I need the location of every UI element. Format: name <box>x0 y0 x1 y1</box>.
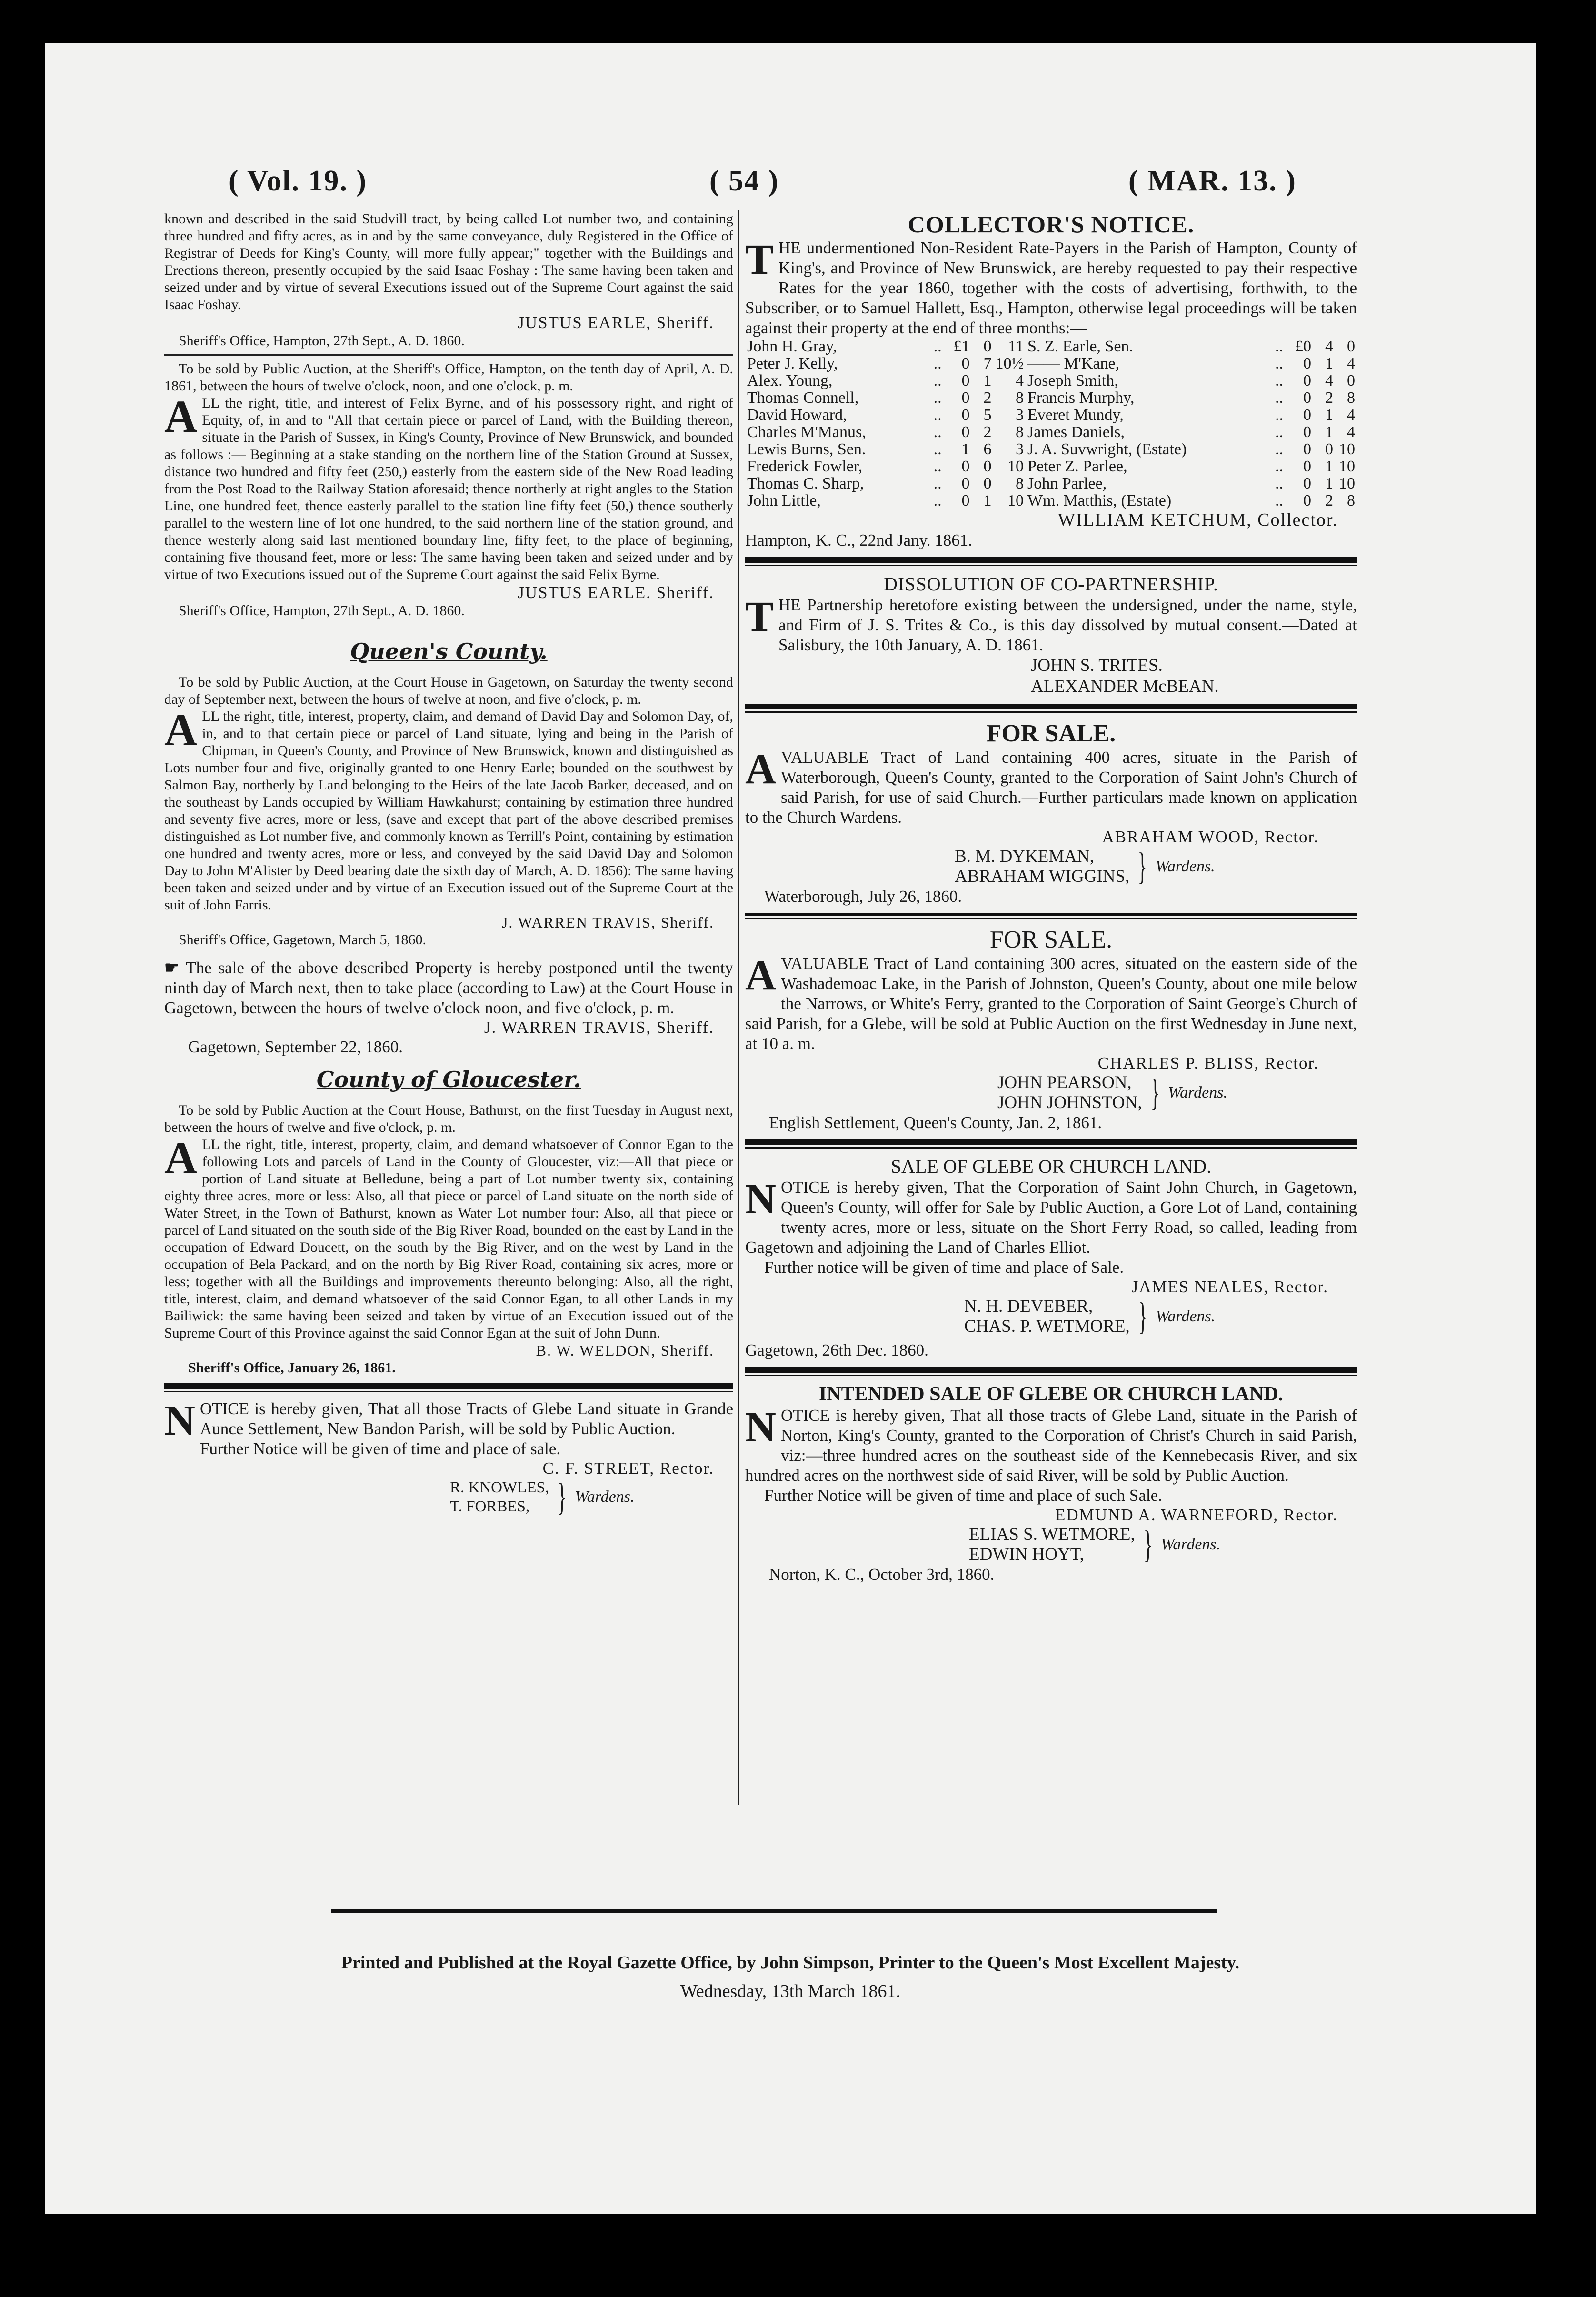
leader-dots: .. <box>933 475 942 492</box>
dateline: Waterborough, July 26, 1860. <box>764 887 962 906</box>
studvill-notice <box>164 210 733 350</box>
pence: 8 <box>1016 475 1024 492</box>
payer-name: —— M'Kane, <box>1027 355 1120 372</box>
pounds: 0 <box>961 458 970 475</box>
brace-icon: } <box>1150 1072 1160 1114</box>
rector-signature: C. F. STREET, Rector. <box>542 1459 714 1478</box>
leader-dots: .. <box>1275 440 1283 458</box>
notice-text: HE Partnership heretofore existing between the undersigned, under the name, style, and Firm of J. S. Trites & Co., is this day dissolved by mutual consent.—Dated at Salisbury, the 10th January, A. D. 1861. <box>778 596 1357 654</box>
dateline: Sheriff's Office, Gagetown, March 5, 1860. <box>179 932 427 948</box>
pounds: 0 <box>961 475 970 492</box>
pence: 10 <box>1007 458 1024 475</box>
pounds: 0 <box>1303 475 1311 492</box>
payer-name: Thomas C. Sharp, <box>747 475 864 492</box>
notice-text: OTICE is hereby given, That the Corporation of Saint John Church, in Gagetown, Queen's County, will offer for Sale by Public Auction, a Gore Lot of Land, containing twenty acres, more or less, situate on the Short Ferry Road, so called, leading from Gagetown and adjoining the Land of Charles Elliot. <box>745 1178 1357 1257</box>
notice-text: VALUABLE Tract of Land containing 300 acres, situated on the eastern side of the Washademoac Lake, in the Parish of Johnston, Queen's County, about one mile below the Narrows, or White's Ferry, granted to the Corporation of Saint George's Church of said Parish, for a Glebe, will be sold at Public Auction on the first Wednesday in June next, at 10 a. m. <box>745 954 1357 1053</box>
divider <box>164 354 733 356</box>
shillings: 0 <box>983 475 992 492</box>
right-column <box>745 210 1357 1585</box>
sheriff-signature: J. WARREN TRAVIS, Sheriff. <box>501 914 714 931</box>
pointing-hand-icon: ☛ <box>164 959 186 977</box>
warden-name: JOHN JOHNSTON, <box>998 1093 1142 1112</box>
warden-name: CHAS. P. WETMORE, <box>964 1317 1130 1336</box>
warden-name: ABRAHAM WIGGINS, <box>955 867 1130 886</box>
payer-name: Thomas Connell, <box>747 389 859 407</box>
payer-name: Francis Murphy, <box>1027 389 1135 407</box>
collectors-notice: COLLECTOR'S NOTICE. THE undermentioned Non-Resident Rate-Payers in the Parish of Hampton, County of King's, and Province of New Brunswick, are hereby requested to pay their respective Rates for the year 1860, together with the costs of advertising, forthwith, to the Subscriber, or to Samuel Hallett, Esq., Hampton, otherwise legal proceedings will be taken against their property at the end of three months:— John H. Gray, .. £1 0 11 S. Z. Earle, Sen. .. £0 4 0 Peter J. Kelly, .. 0 7 10½ —— M'Kane, .. 0 1 4 Alex. Young, .. 0 1 4 Joseph Smith, .. 0 4 0 Thomas Connell, .. 0 2 8 Francis Murphy, .. 0 2 8 David Howard, .. 0 5 3 Everet Mundy, .. 0 1 4 Charles M'Manus, .. 0 2 8 James Daniels, .. 0 1 4 Lewis Burns, Sen. .. 1 6 3 J. A. Suvwright, (Estate) .. 0 0 10 Frederick Fowler, .. 0 0 10 Peter Z. Parlee, .. 0 1 10 Thomas C. Sharp, .. 0 0 8 John Parlee, .. 0 1 10 John Little, .. 0 1 10 Wm. Matthis, (Estate) .. 0 2 8 WILLIAM KETCHUM, Collector. Hampton, K. C., 22nd Jany. 1861. <box>745 211 1357 549</box>
warden-name: T. FORBES, <box>450 1498 530 1515</box>
payer-name: S. Z. Earle, Sen. <box>1027 338 1133 355</box>
payer-name: Peter Z. Parlee, <box>1027 458 1127 475</box>
warden-name: JOHN PEARSON, <box>998 1073 1132 1092</box>
notice-heading: INTENDED SALE OF GLEBE OR CHURCH LAND. <box>818 1383 1284 1405</box>
warden-name: B. M. DYKEMAN, <box>955 847 1094 866</box>
leader-dots: .. <box>1275 458 1283 475</box>
rate-row <box>745 475 1357 492</box>
notice-heading: DISSOLUTION OF CO-PARTNERSHIP. <box>884 573 1218 595</box>
rector-signature: ABRAHAM WOOD, Rector. <box>1102 828 1319 846</box>
leader-dots: .. <box>933 389 942 407</box>
dateline: English Settlement, Queen's County, Jan. 2, 1861. <box>769 1113 1102 1132</box>
pounds: 0 <box>961 389 970 407</box>
shillings: 2 <box>1325 492 1333 509</box>
dateline: Norton, K. C., October 3rd, 1860. <box>769 1565 995 1584</box>
payer-name: Charles M'Manus, <box>747 423 866 441</box>
issue-date: ( MAR. 13. ) <box>1128 165 1297 197</box>
wardens-label: Wardens. <box>1167 1084 1227 1101</box>
queens-county-heading: Queen's County. <box>350 639 548 664</box>
shillings: 0 <box>983 338 992 355</box>
payer-name: John Little, <box>747 492 821 509</box>
sheriff-signature: J. WARREN TRAVIS, Sheriff. <box>484 1018 714 1037</box>
warden-name: ELIAS S. WETMORE, <box>969 1525 1135 1544</box>
shillings: 7 <box>983 355 992 372</box>
pence: 3 <box>1016 406 1024 424</box>
payer-name: Peter J. Kelly, <box>747 355 838 372</box>
shillings: 0 <box>1325 440 1333 458</box>
notice-heading: COLLECTOR'S NOTICE. <box>908 211 1195 238</box>
wardens-label: Wardens. <box>1156 1308 1216 1325</box>
leader-dots: .. <box>933 372 942 389</box>
day-notice: To be sold by Public Auction, at the Court House in Gagetown, on Saturday the twenty second day of September next, between the hours of twelve at noon, and five o'clock, p. m. ALL the right, title, interest, property, claim, and demand of David Day and Solomon Day, of, in, and to that certain piece or parcel of Land situate, lying and being in the Parish of Chipman, in Queen's County, and Province of New Brunswick, known and distinguished as Lots number four and five, originally granted to one Henry Earle; bounded on the southwest by Salmon Bay, northerly by Land belonging to the Heirs of the late Jacob Barker, deceased, and on the southeast by Lands occupied by William Hawkahurst; containing by estimation three hundred and seventy five acres, more or less, (save and except that part of the above described premises distinguished as Lot number five, and commonly known as Terrill's Point, containing by estimation one hundred and twenty acres, more or less, and conveyed by the said David Day and Solomon Day to John M'Alister by Deed bearing date the sixth day of March, A. D. 1856): The same having been taken and seized under and by virtue of an Execution issued out of the Supreme Court at the suit of John Farris. J. WARREN TRAVIS, Sheriff. Sheriff's Office, Gagetown, March 5, 1860. <box>164 674 733 948</box>
notice-text: VALUABLE Tract of Land containing 400 acres, situate in the Parish of Waterborough, Queen's County, granted to the Corporation of Saint John's Church of said Parish, for use of said Church.—Further particulars made known on application to the Church Wardens. <box>745 748 1357 827</box>
dateline: Sheriff's Office, Hampton, 27th Sept., A. D. 1860. <box>179 333 465 349</box>
notice-heading: SALE OF GLEBE OR CHURCH LAND. <box>890 1156 1212 1177</box>
divider <box>745 913 1357 919</box>
leader-dots: .. <box>933 423 942 441</box>
shillings: 1 <box>1325 458 1333 475</box>
pence: 3 <box>1016 440 1024 458</box>
auction-intro: To be sold by Public Auction, at the Court House in Gagetown, on Saturday the twenty second day of September next, between the hours of twelve at noon, and five o'clock, p. m. <box>164 674 733 707</box>
pence: 10½ <box>995 355 1024 372</box>
for-sale-johnston: FOR SALE. AVALUABLE Tract of Land containing 300 acres, situated on the eastern side of the Washademoac Lake, in the Parish of Johnston, Queen's County, about one mile below the Narrows, or White's Ferry, granted to the Corporation of Saint George's Church of said Parish, for a Glebe, will be sold at Public Auction on the first Wednesday in June next, at 10 a. m. CHARLES P. BLISS, Rector. JOHN PEARSON, JOHN JOHNSTON, } Wardens. English Settlement, Queen's County, Jan. 2, 1861. <box>745 926 1357 1132</box>
brace-icon: } <box>1138 1296 1147 1338</box>
pounds: 0 <box>1303 372 1311 389</box>
pounds: 0 <box>1303 440 1311 458</box>
byrne-notice: To be sold by Public Auction, at the Sheriff's Office, Hampton, on the tenth day of April, A. D. 1861, between the hours of twelve o'clock, noon, and one o'clock, p. m. ALL the right, title, and interest of Felix Byrne, and of his possessory right, and right of Equity, of, in and to "All that certain piece or parcel of Land, with the Building thereon, situate in the Parish of Sussex, in King's County, Province of New Brunswick, and bounded as follows :— Beginning at a stake standing on the northern line of the Station Ground at Sussex, distance two hundred and fifty feet (250,) easterly from the eastern side of the New Road leading from the Post Road to the Railway Station aforesaid; thence northerly at right angles to the Station Line, one hundred feet, thence easterly parallel to the station line fifty feet (50,) thence southerly parallel to the western line of lot one hundred, to the said northern line of the station ground, and thence westerly along said last mentioned boundary line, fifty feet, to the place of beginning, containing five thousand feet, more or less: The same having been taken and seized under and by virtue of two Executions issued out of the Supreme Court against the said Felix Byrne. JUSTUS EARLE. Sheriff. Sheriff's Office, Hampton, 27th Sept., A. D. 1860. <box>164 361 733 619</box>
dateline: Hampton, K. C., 22nd Jany. 1861. <box>745 531 973 549</box>
egan-notice: To be sold by Public Auction at the Court House, Bathurst, on the first Tuesday in August next, between the hours of twelve and five o'clock, p. m. ALL the right, title, interest, property, claim, and demand whatsoever of Connor Egan to the following Lots and parcels of Land in the County of Gloucester, viz:—All that piece or portion of Land situate at Belledune, being a part of Lot number twenty six, containing eighty three acres, more or less: Also, all that piece or parcel of Land situate on the north side of Water Street, in the Town of Bathurst, known as Water Lot number four: Also, all that piece or parcel of Land situated on the south side of the Big River Road, bounded on the east by Land in the occupation of Edward Doucett, on the south by the Big River, and on the west by Land in the occupation of Bela Packard, and on the north by Big River Road, containing six acres, more or less; together with all the Buildings and improvements thereunto belonging: Also, all the right, title, interest, claim, and demand whatsoever of the said Connor Egan, to all other Lands in my Bailiwick: the same having been seized and taken by virtue of an Execution issued out of the Supreme Court of this Province against the said Connor Egan at the suit of John Dunn. B. W. WELDON, Sheriff. Sheriff's Office, January 26, 1861. <box>164 1102 733 1376</box>
rate-row <box>745 407 1357 424</box>
divider <box>745 557 1357 566</box>
shillings: 2 <box>1325 389 1333 407</box>
wardens-block <box>964 1297 1357 1337</box>
pounds: 0 <box>1303 406 1311 424</box>
glebe-sale-norton: INTENDED SALE OF GLEBE OR CHURCH LAND. NOTICE is hereby given, That all those tracts of Glebe Land, situate in the Parish of Norton, King's County, granted to the Corporation of Christ's Church in said Parish, viz:—three hundred acres on the southeast side of the Kennebecasis River, and six hundred acres on the northwest side of said River, will be sold by Public Auction. Further Notice will be given of time and place of such Sale. EDMUND A. WARNEFORD, Rector. ELIAS S. WETMORE, EDWIN HOYT, } Wardens. Norton, K. C., October 3rd, 1860. <box>745 1383 1357 1584</box>
leader-dots: .. <box>933 338 942 355</box>
brace-icon: } <box>557 1476 567 1518</box>
wardens-block <box>450 1478 733 1516</box>
payer-name: Joseph Smith, <box>1027 372 1118 389</box>
payer-name: J. A. Suvwright, (Estate) <box>1027 440 1187 458</box>
divider <box>745 1367 1357 1376</box>
leader-dots: .. <box>933 492 942 509</box>
collector-signature: WILLIAM KETCHUM, Collector. <box>1057 510 1338 530</box>
grande-aunce-notice: NOTICE is hereby given, That all those Tracts of Glebe Land situate in Grande Aunce Settlement, New Bandon Parish, will be sold by Public Auction. Further Notice will be given of time and place of sale. C. F. STREET, Rector. R. KNOWLES, T. FORBES, } Wardens. <box>164 1397 733 1518</box>
divider <box>164 1383 733 1392</box>
rate-row <box>745 458 1357 475</box>
shillings: 1 <box>1325 355 1333 372</box>
shillings: 1 <box>1325 406 1333 424</box>
pence: 8 <box>1016 423 1024 441</box>
partner-signature: JOHN S. TRITES. <box>1031 656 1163 675</box>
pence: 0 <box>1347 372 1355 389</box>
pounds: 0 <box>1303 423 1311 441</box>
volume-number: ( Vol. 19. ) <box>229 165 367 197</box>
notice-text: LL the right, title, interest, property, claim, and demand of David Day and Solomon Day, of, in, and to that certain piece or parcel of Land situate, lying and being in the Parish of Chipman, in Queen's County, and Province of New Brunswick, known and distinguished as Lots number four and five, originally granted to one Henry Earle; bounded on the southwest by Salmon Bay, northerly by Land belonging to the Heirs of the late Jacob Barker, deceased, and on the southeast by Lands occupied by William Hawkahurst; containing by estimation three hundred and seventy five acres, more or less, (save and except that part of the above described premises distinguished as Lot number five, and commonly known as Terrill's Point, containing by estimation one hundred and twenty acres, more or less, and conveyed by the said David Day and Solomon Day to John M'Alister by Deed bearing date the sixth day of March, A. D. 1856): The same having been taken and seized under and by virtue of an Execution issued out of the Supreme Court at the suit of John Farris. <box>164 709 733 913</box>
pence: 8 <box>1016 389 1024 407</box>
pounds: £1 <box>953 338 970 355</box>
pounds: 1 <box>961 440 970 458</box>
pence: 11 <box>1008 338 1024 355</box>
further-notice: Further Notice will be given of time and place of sale. <box>200 1439 561 1458</box>
brace-icon: } <box>1143 1524 1153 1566</box>
wardens-label: Wardens. <box>1161 1536 1221 1553</box>
notice-text: OTICE is hereby given, That all those tracts of Glebe Land, situate in the Parish of Norton, King's County, granted to the Corporation of Christ's Church in said Parish, viz:—three hundred acres on the southeast side of the Kennebecasis River, and six hundred acres on the northwest side of said River, will be sold by Public Auction. <box>745 1406 1357 1485</box>
pounds: 0 <box>961 355 970 372</box>
left-column <box>164 210 733 1516</box>
leader-dots: .. <box>1275 475 1283 492</box>
pounds: £0 <box>1295 338 1311 355</box>
dateline: Sheriff's Office, January 26, 1861. <box>188 1360 396 1376</box>
pence: 10 <box>1339 475 1355 492</box>
payer-name: Frederick Fowler, <box>747 458 863 475</box>
shillings: 5 <box>983 406 992 424</box>
leader-dots: .. <box>1275 355 1283 372</box>
shillings: 4 <box>1325 372 1333 389</box>
auction-intro: To be sold by Public Auction at the Court House, Bathurst, on the first Tuesday in August next, between the hours of twelve and five o'clock, p. m. <box>164 1102 733 1135</box>
shillings: 0 <box>983 458 992 475</box>
pence: 10 <box>1339 440 1355 458</box>
leader-dots: .. <box>1275 338 1283 355</box>
pounds: 0 <box>1303 389 1311 407</box>
leader-dots: .. <box>933 458 942 475</box>
leader-dots: .. <box>933 440 942 458</box>
leader-dots: .. <box>1275 423 1283 441</box>
payer-name: John H. Gray, <box>747 338 837 355</box>
pence: 4 <box>1347 423 1355 441</box>
leader-dots: .. <box>1275 406 1283 424</box>
pence: 4 <box>1347 406 1355 424</box>
warden-name: R. KNOWLES, <box>450 1479 549 1496</box>
pence: 8 <box>1347 389 1355 407</box>
notice-text: OTICE is hereby given, That all those Tracts of Glebe Land situate in Grande Aunce Settlement, New Bandon Parish, will be sold by Public Auction. <box>200 1399 733 1438</box>
dissolution-notice: DISSOLUTION OF CO-PARTNERSHIP. THE Partnership heretofore existing between the undersigned, under the name, style, and Firm of J. S. Trites & Co., is this day dissolved by mutual consent.—Dated at Salisbury, the 10th January, A. D. 1861. JOHN S. TRITES. ALEXANDER McBEAN. <box>745 573 1357 696</box>
imprint-date: Wednesday, 13th March 1861. <box>680 1981 900 2001</box>
wardens-block <box>969 1525 1357 1565</box>
dateline: Gagetown, 26th Dec. 1860. <box>745 1341 928 1359</box>
shillings: 4 <box>1325 338 1333 355</box>
wardens-block <box>998 1073 1357 1113</box>
auction-intro: To be sold by Public Auction, at the Sheriff's Office, Hampton, on the tenth day of April, A. D. 1861, between the hours of twelve o'clock, noon, and one o'clock, p. m. <box>164 361 733 394</box>
leader-dots: .. <box>1275 492 1283 509</box>
payer-name: David Howard, <box>747 406 847 424</box>
dateline: Gagetown, September 22, 1860. <box>188 1038 403 1056</box>
rector-signature: EDMUND A. WARNEFORD, Rector. <box>1055 1506 1338 1524</box>
sheriff-signature: B. W. WELDON, Sheriff. <box>536 1342 714 1359</box>
leader-dots: .. <box>933 406 942 424</box>
glebe-sale-gagetown: SALE OF GLEBE OR CHURCH LAND. NOTICE is hereby given, That the Corporation of Saint John Church, in Gagetown, Queen's County, will offer for Sale by Public Auction, a Gore Lot of Land, containing twenty acres, more or less, situate on the Short Ferry Road, so called, leading from Gagetown and adjoining the Land of Charles Elliot. Further notice will be given of time and place of Sale. JAMES NEALES, Rector. N. H. DEVEBER, CHAS. P. WETMORE, } Wardens. Gagetown, 26th Dec. 1860. <box>745 1156 1357 1359</box>
gazette-page <box>45 43 1536 2214</box>
gloucester-county-heading: County of Gloucester. <box>316 1067 581 1092</box>
imprint-line: Printed and Published at the Royal Gazette Office, by John Simpson, Printer to the Queen's Most Excellent Majesty. <box>341 1953 1240 1973</box>
warden-name: EDWIN HOYT, <box>969 1545 1084 1564</box>
pence: 10 <box>1007 492 1024 509</box>
pounds: 0 <box>1303 355 1311 372</box>
rate-row <box>745 441 1357 458</box>
column-divider <box>738 210 739 1805</box>
divider <box>745 704 1357 713</box>
rector-signature: CHARLES P. BLISS, Rector. <box>1097 1054 1319 1072</box>
brace-icon: } <box>1137 846 1147 888</box>
postponed-notice <box>164 958 733 1057</box>
notice-heading: FOR SALE. <box>989 926 1113 953</box>
leader-dots: .. <box>1275 372 1283 389</box>
pounds: 0 <box>961 423 970 441</box>
shillings: 1 <box>1325 423 1333 441</box>
payer-name: Lewis Burns, Sen. <box>747 440 866 458</box>
payer-name: James Daniels, <box>1027 423 1125 441</box>
pounds: 0 <box>961 372 970 389</box>
wardens-label: Wardens. <box>1155 858 1215 875</box>
footer-rule <box>331 1909 1217 1913</box>
pence: 0 <box>1347 338 1355 355</box>
pounds: 0 <box>1303 458 1311 475</box>
pence: 4 <box>1016 372 1024 389</box>
rate-row <box>745 492 1357 509</box>
pounds: 0 <box>1303 492 1311 509</box>
warden-name: N. H. DEVEBER, <box>964 1297 1093 1316</box>
partner-signature: ALEXANDER McBEAN. <box>1031 677 1219 696</box>
payer-name: Everet Mundy, <box>1027 406 1124 424</box>
shillings: 2 <box>983 389 992 407</box>
divider <box>745 1139 1357 1148</box>
shillings: 2 <box>983 423 992 441</box>
shillings: 1 <box>983 372 992 389</box>
payer-name: John Parlee, <box>1027 475 1107 492</box>
shillings: 6 <box>983 440 992 458</box>
leader-dots: .. <box>1275 389 1283 407</box>
page-number: ( 54 ) <box>709 165 779 197</box>
pounds: 0 <box>961 492 970 509</box>
notice-text: LL the right, title, and interest of Felix Byrne, and of his possessory right, and right of Equity, of, in and to "All that certain piece or parcel of Land, with the Building thereon, situate in the Parish of Sussex, in King's County, Province of New Brunswick, and bounded as follows :— Beginning at a stake standing on the northern line of the Station Ground at Sussex, distance two hundred and fifty feet (250,) easterly from the eastern side of the New Road leading from the Post Road to the Railway Station aforesaid; thence northerly at right angles to the Station Line, one hundred feet, thence easterly parallel to the station line fifty feet (50,) thence southerly parallel to the western line of lot one hundred, to the said northern line of the station ground, and thence westerly along said last mentioned boundary line, fifty feet, to the place of beginning, containing five thousand feet, more or less: The same having been taken and seized under and by virtue of two Executions issued out of the Supreme Court against the said Felix Byrne. <box>164 395 733 582</box>
rate-row <box>745 355 1357 372</box>
notice-heading: FOR SALE. <box>986 720 1116 747</box>
dateline: Sheriff's Office, Hampton, 27th Sept., A. D. 1860. <box>179 603 465 619</box>
notice-text: HE undermentioned Non-Resident Rate-Payers in the Parish of Hampton, County of King's, and Province of New Brunswick, are hereby requested to pay their respective Rates for the year 1860, together with the costs of advertising, forthwith, to the Subscriber, or to Samuel Hallett, Esq., Hampton, otherwise legal proceedings will be taken against their property at the end of three months:— <box>745 239 1357 337</box>
rate-row <box>745 424 1357 441</box>
further-notice: Further Notice will be given of time and place of such Sale. <box>764 1486 1162 1505</box>
rate-row <box>745 372 1357 389</box>
wardens-block <box>955 847 1357 887</box>
pence: 4 <box>1347 355 1355 372</box>
payer-name: Wm. Matthis, (Estate) <box>1027 492 1172 509</box>
rector-signature: JAMES NEALES, Rector. <box>1131 1278 1328 1296</box>
pence: 8 <box>1347 492 1355 509</box>
shillings: 1 <box>1325 475 1333 492</box>
notice-text: known and described in the said Studvill tract, by being called Lot number two, and containing three hundred and fifty acres, as in and by the same conveyance, duly Registered in the Office of Registrar of Deeds for King's County, will more fully appear;" together with the Buildings and Erections thereon, presently occupied by the said Isaac Foshay : The same having been taken and seized under and by virtue of several Executions issued out of the Supreme Court against the said Isaac Foshay. <box>164 211 733 312</box>
further-notice: Further notice will be given of time and place of Sale. <box>764 1258 1124 1277</box>
notice-text: LL the right, title, interest, property, claim, and demand whatsoever of Connor Egan to the following Lots and parcels of Land in the County of Gloucester, viz:—All that piece or portion of Land situate at Belledune, being a part of Lot number twenty six, containing eighty three acres, more or less: Also, all that piece or parcel of Land situate on the north side of Water Street, in the Town of Bathurst, known as Water Lot number four: Also, all that piece or parcel of Land situated on the south side of the Big River Road, bounded on the east by Land in the occupation of Edward Doucett, on the south by the Big River, and on the west by Land in the occupation of Bela Packard, and on the north by Big River Road, containing six acres, more or less; together with all the Buildings and improvements thereunto belonging: Also, all the right, title, interest, claim, and demand whatsoever of the said Connor Egan, to all other Lands in my Bailiwick: the same having been seized and taken by virtue of an Execution issued out of the Supreme Court of this Province against the said Connor Egan at the suit of John Dunn. <box>164 1137 733 1341</box>
notice-text: The sale of the above described Property is hereby postponed until the twenty ninth day of March next, then to take place (according to Law) at the Court House in Gagetown, between the hours of twelve o'clock noon, and five o'clock, p. m. <box>164 959 733 1017</box>
for-sale-waterborough: FOR SALE. AVALUABLE Tract of Land containing 400 acres, situate in the Parish of Waterborough, Queen's County, granted to the Corporation of Saint John's Church of said Parish, for use of said Church.—Further particulars made known on application to the Church Wardens. ABRAHAM WOOD, Rector. B. M. DYKEMAN, ABRAHAM WIGGINS, } Wardens. Waterborough, July 26, 1860. <box>745 720 1357 906</box>
sheriff-signature: JUSTUS EARLE, Sheriff. <box>518 313 714 332</box>
wardens-label: Wardens. <box>575 1488 635 1506</box>
sheriff-signature: JUSTUS EARLE. Sheriff. <box>518 583 714 602</box>
rates-table <box>745 338 1357 509</box>
pounds: 0 <box>961 406 970 424</box>
rate-row <box>745 389 1357 407</box>
payer-name: Alex. Young, <box>747 372 833 389</box>
pence: 10 <box>1339 458 1355 475</box>
leader-dots: .. <box>933 355 942 372</box>
shillings: 1 <box>983 492 992 509</box>
rate-row <box>745 338 1357 355</box>
